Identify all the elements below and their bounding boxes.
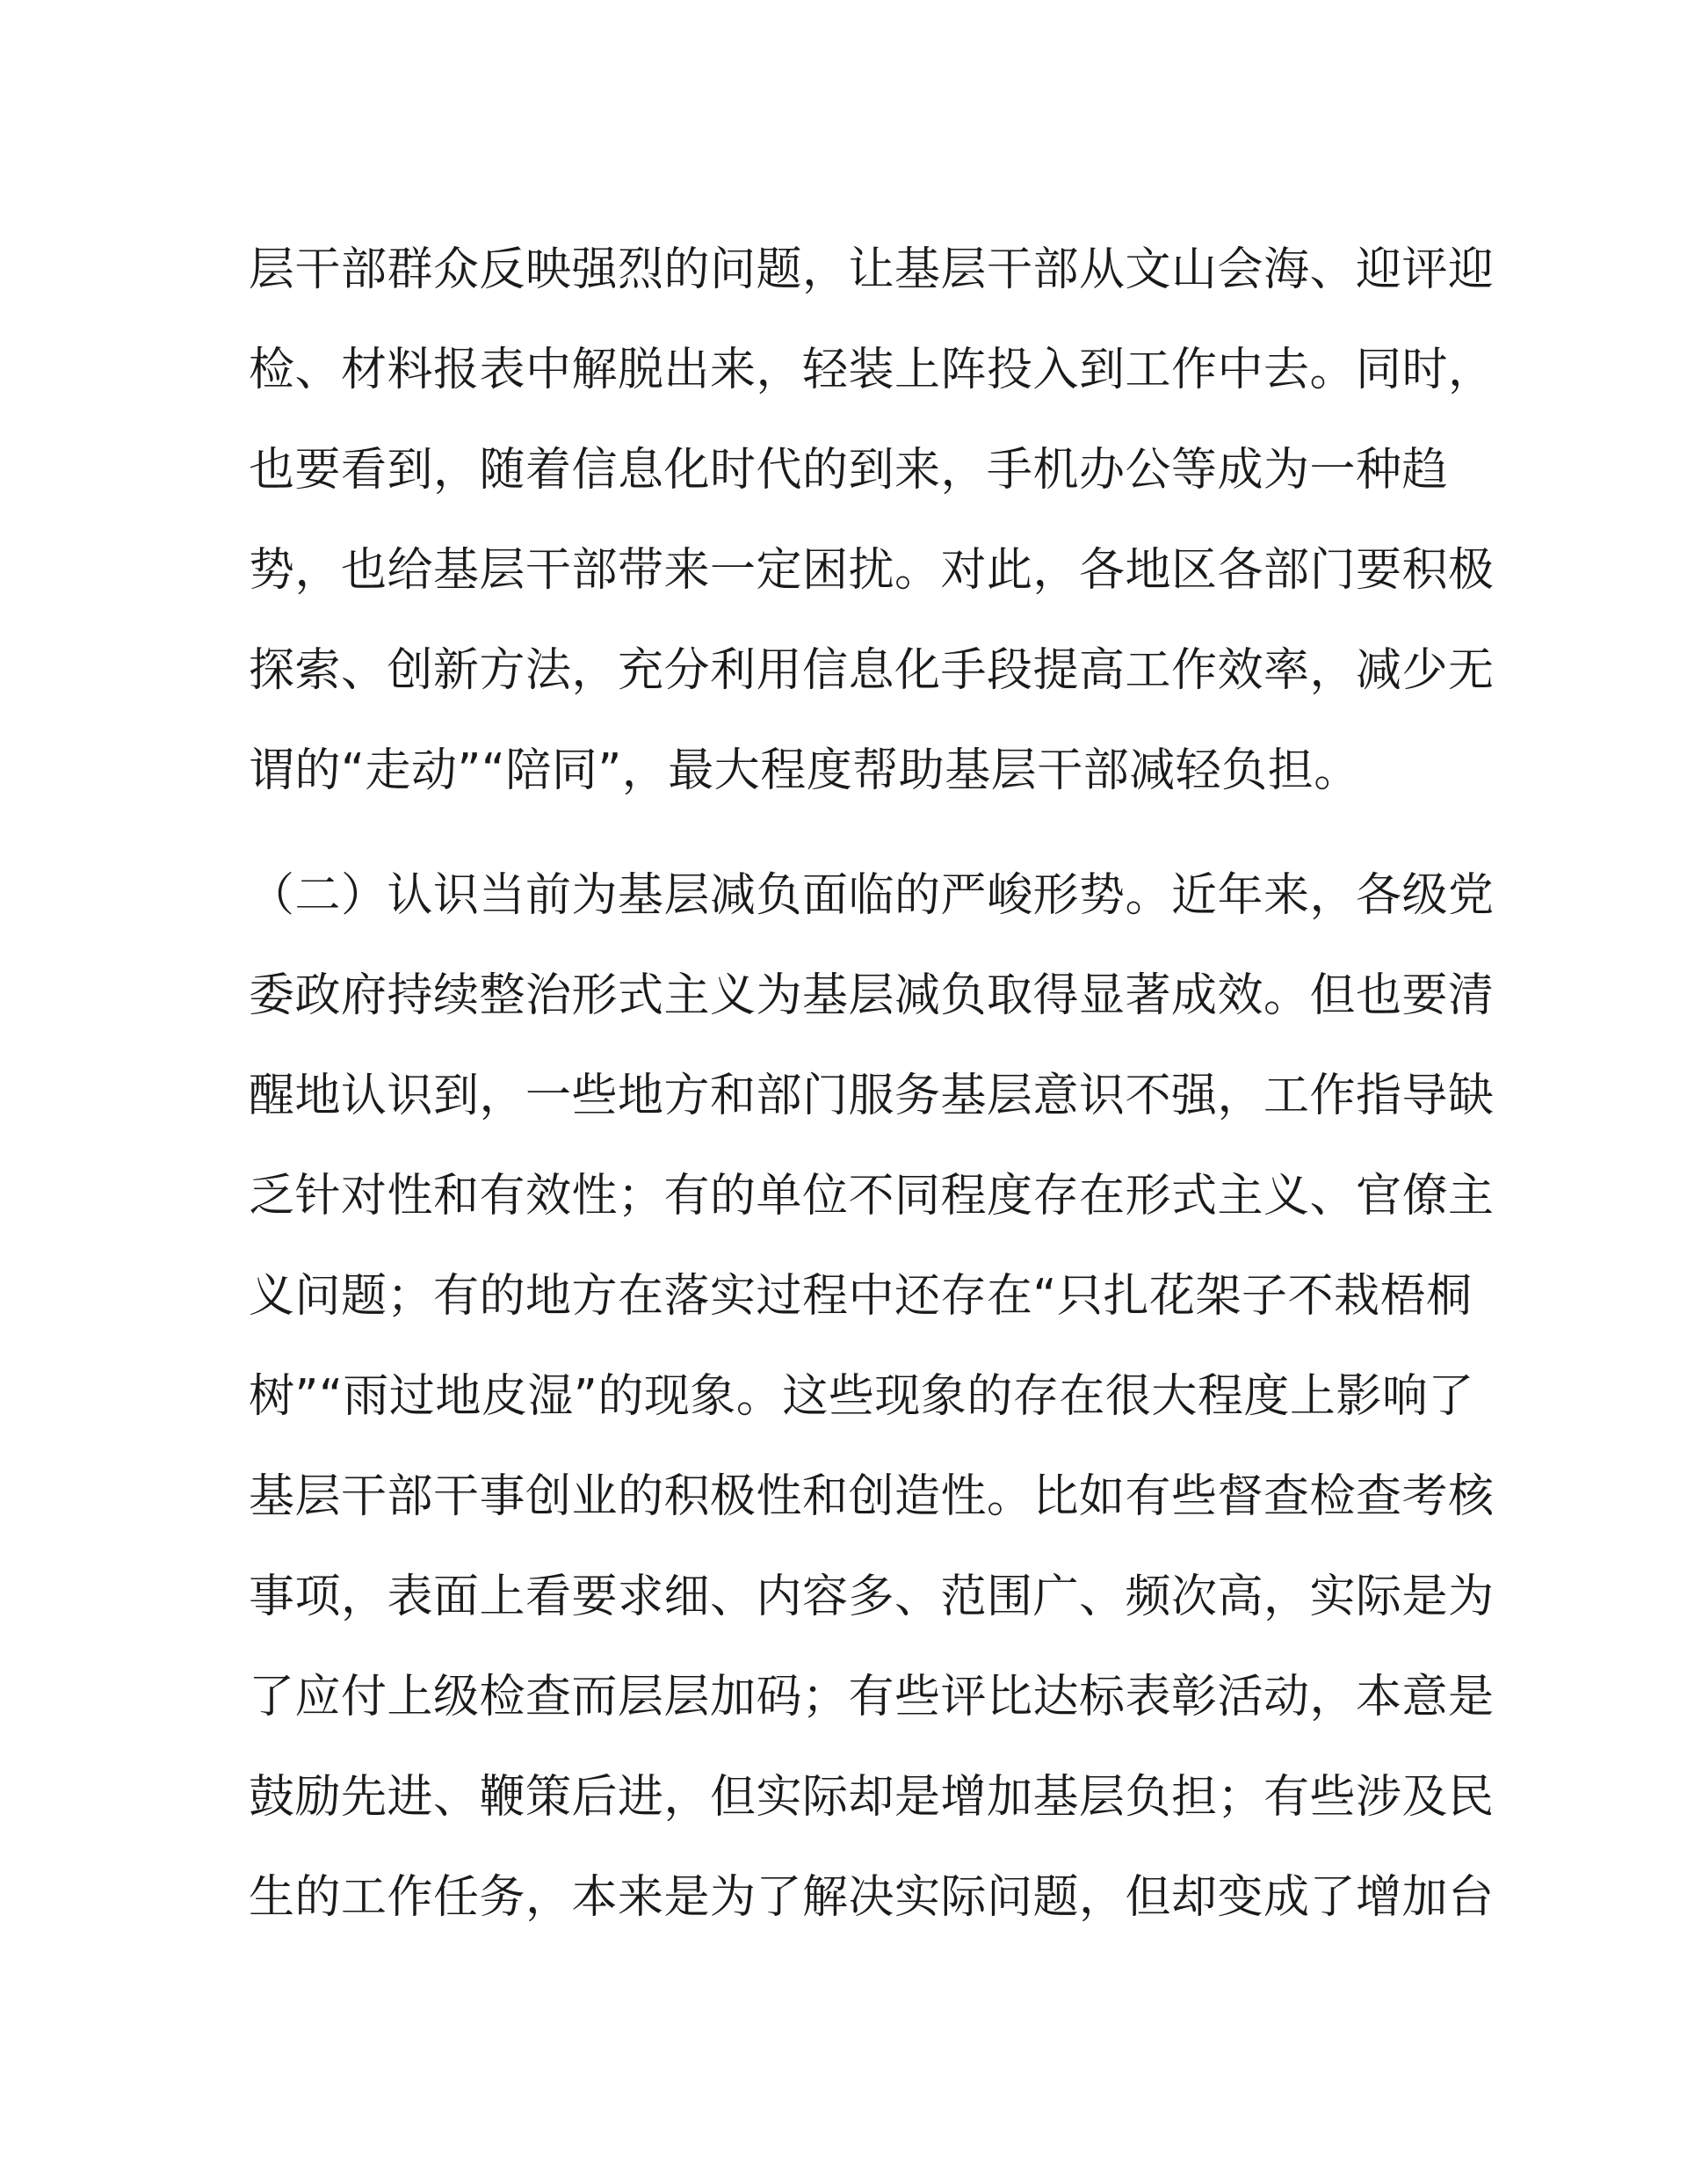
- text-line: 鼓励先进、鞭策后进，但实际却是增加基层负担；有些涉及民: [249, 1771, 1495, 1824]
- text-line: 委政府持续整治形式主义为基层减负取得显著成效。但也要清: [249, 969, 1495, 1022]
- paragraph-spacer: [249, 821, 1444, 845]
- text-line: 醒地认识到，一些地方和部门服务基层意识不强，工作指导缺: [249, 1070, 1495, 1122]
- paragraph-2: [249, 845, 1495, 1948]
- text-line: 基层干部干事创业的积极性和创造性。比如有些督查检查考核: [249, 1470, 1495, 1523]
- document-body: [249, 220, 1495, 1948]
- text-line: 乏针对性和有效性；有的单位不同程度存在形式主义、官僚主: [249, 1170, 1495, 1223]
- text-line: 检、材料报表中解脱出来，轻装上阵投入到工作中去。同时，: [249, 344, 1495, 396]
- text-line: 生的工作任务，本来是为了解决实际问题，但却变成了增加台: [249, 1871, 1495, 1924]
- text-line: 了应付上级检查而层层加码；有些评比达标表彰活动，本意是: [249, 1671, 1495, 1723]
- paragraph-1: [249, 220, 1495, 821]
- text-line: 也要看到，随着信息化时代的到来，手机办公等成为一种趋: [249, 444, 1449, 497]
- text-line: 事项，表面上看要求细、内容多、范围广、频次高，实际是为: [249, 1571, 1495, 1623]
- text-line: 义问题；有的地方在落实过程中还存在“只扎花架子不栽梧桐: [249, 1270, 1473, 1323]
- text-line: 探索、创新方法，充分利用信息化手段提高工作效率，减少无: [249, 644, 1495, 697]
- text-line: 层干部群众反映强烈的问题，让基层干部从文山会海、迎评迎: [249, 243, 1495, 296]
- text-line: 树”“雨过地皮湿”的现象。这些现象的存在很大程度上影响了: [249, 1370, 1474, 1423]
- text-line: 谓的“走动”“陪同”，最大程度帮助基层干部减轻负担。: [249, 744, 1360, 797]
- text-line: 势，也给基层干部带来一定困扰。对此，各地区各部门要积极: [249, 544, 1495, 597]
- text-line: （二）认识当前为基层减负面临的严峻形势。近年来，各级党: [249, 869, 1495, 922]
